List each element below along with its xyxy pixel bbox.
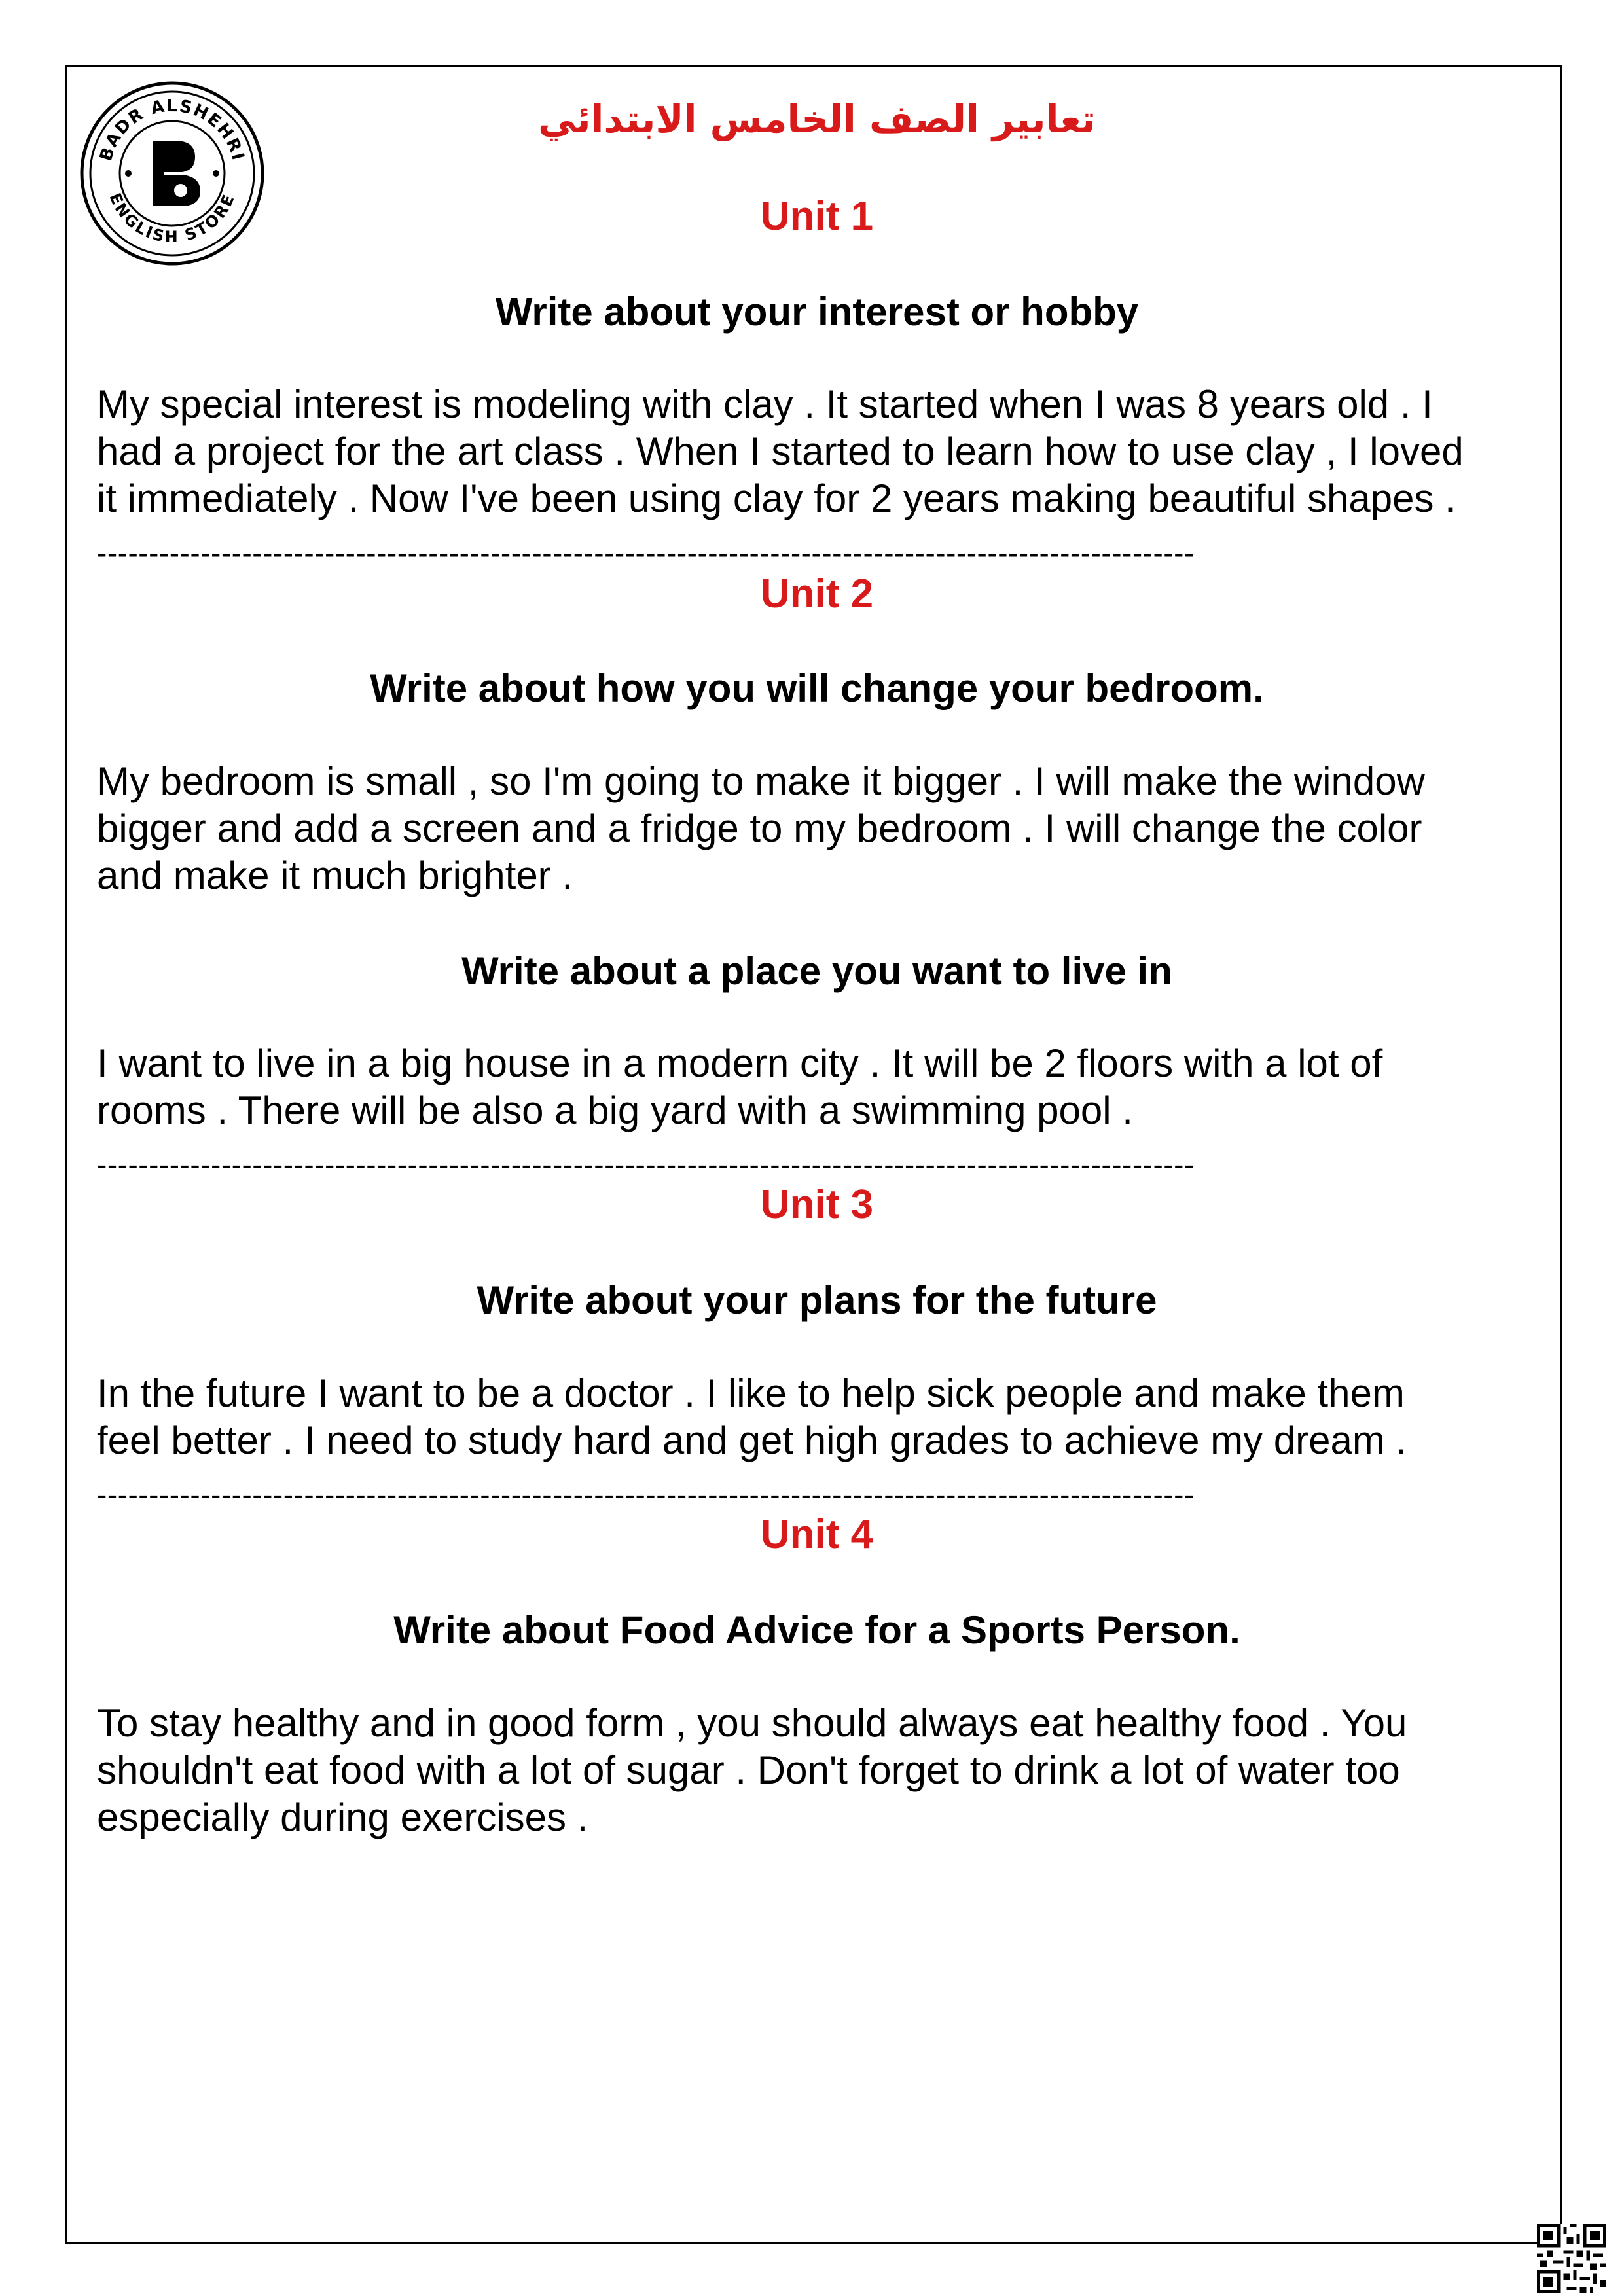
- unit-2-heading: Unit 2: [760, 571, 874, 617]
- unit-2-paragraph-1: My bedroom is small , so I'm going to make it bigger . I will make the window bigger and add a screen and a fridge to my bedroom . I will change the color and make it much brighter .: [97, 759, 1425, 897]
- unit-2-prompt-1: Write about how you will change your bedroom.: [370, 666, 1264, 710]
- separator: ----------------------------------------------------------------------------------------------------------: [97, 1149, 1195, 1179]
- separator: ----------------------------------------------------------------------------------------------------------: [97, 1479, 1195, 1509]
- qr-code-icon: [1537, 2224, 1606, 2293]
- unit-2-paragraph-2: I want to live in a big house in a modern city . It will be 2 floors with a lot of rooms . There will be also a big yard with a swimming pool .: [97, 1041, 1383, 1132]
- unit-4-prompt: Write about Food Advice for a Sports Person.: [393, 1608, 1240, 1652]
- unit-3-heading: Unit 3: [760, 1182, 874, 1227]
- unit-1-heading: Unit 1: [760, 194, 874, 239]
- unit-3-paragraph: In the future I want to be a doctor . I like to help sick people and make them feel better . I need to study hard and get high grades to achieve my dream .: [97, 1371, 1407, 1462]
- unit-1-prompt: Write about your interest or hobby: [495, 290, 1139, 334]
- unit-3-prompt: Write about your plans for the future: [477, 1278, 1157, 1322]
- unit-1-paragraph: My special interest is modeling with clay . It started when I was 8 years old . I had a project for the art class . When I started to learn how to use clay , I loved it immediately . Now I've been using clay for 2 years making beautiful shapes .: [97, 382, 1464, 520]
- unit-4-paragraph: To stay healthy and in good form , you should always eat healthy food . You shouldn't eat food with a lot of sugar . Don't forget to drink a lot of water too especially during exercises .: [97, 1701, 1407, 1839]
- svg-text:ENGLISH STORE: ENGLISH STORE: [105, 190, 239, 247]
- unit-4-heading: Unit 4: [760, 1512, 874, 1557]
- svg-text:BADR ALSHEHRI: BADR ALSHEHRI: [96, 96, 248, 164]
- unit-2-prompt-2: Write about a place you want to live in: [461, 949, 1172, 993]
- separator: ----------------------------------------------------------------------------------------------------------: [97, 538, 1195, 568]
- page-title: تعابير الصف الخامس الابتدائي: [538, 97, 1096, 141]
